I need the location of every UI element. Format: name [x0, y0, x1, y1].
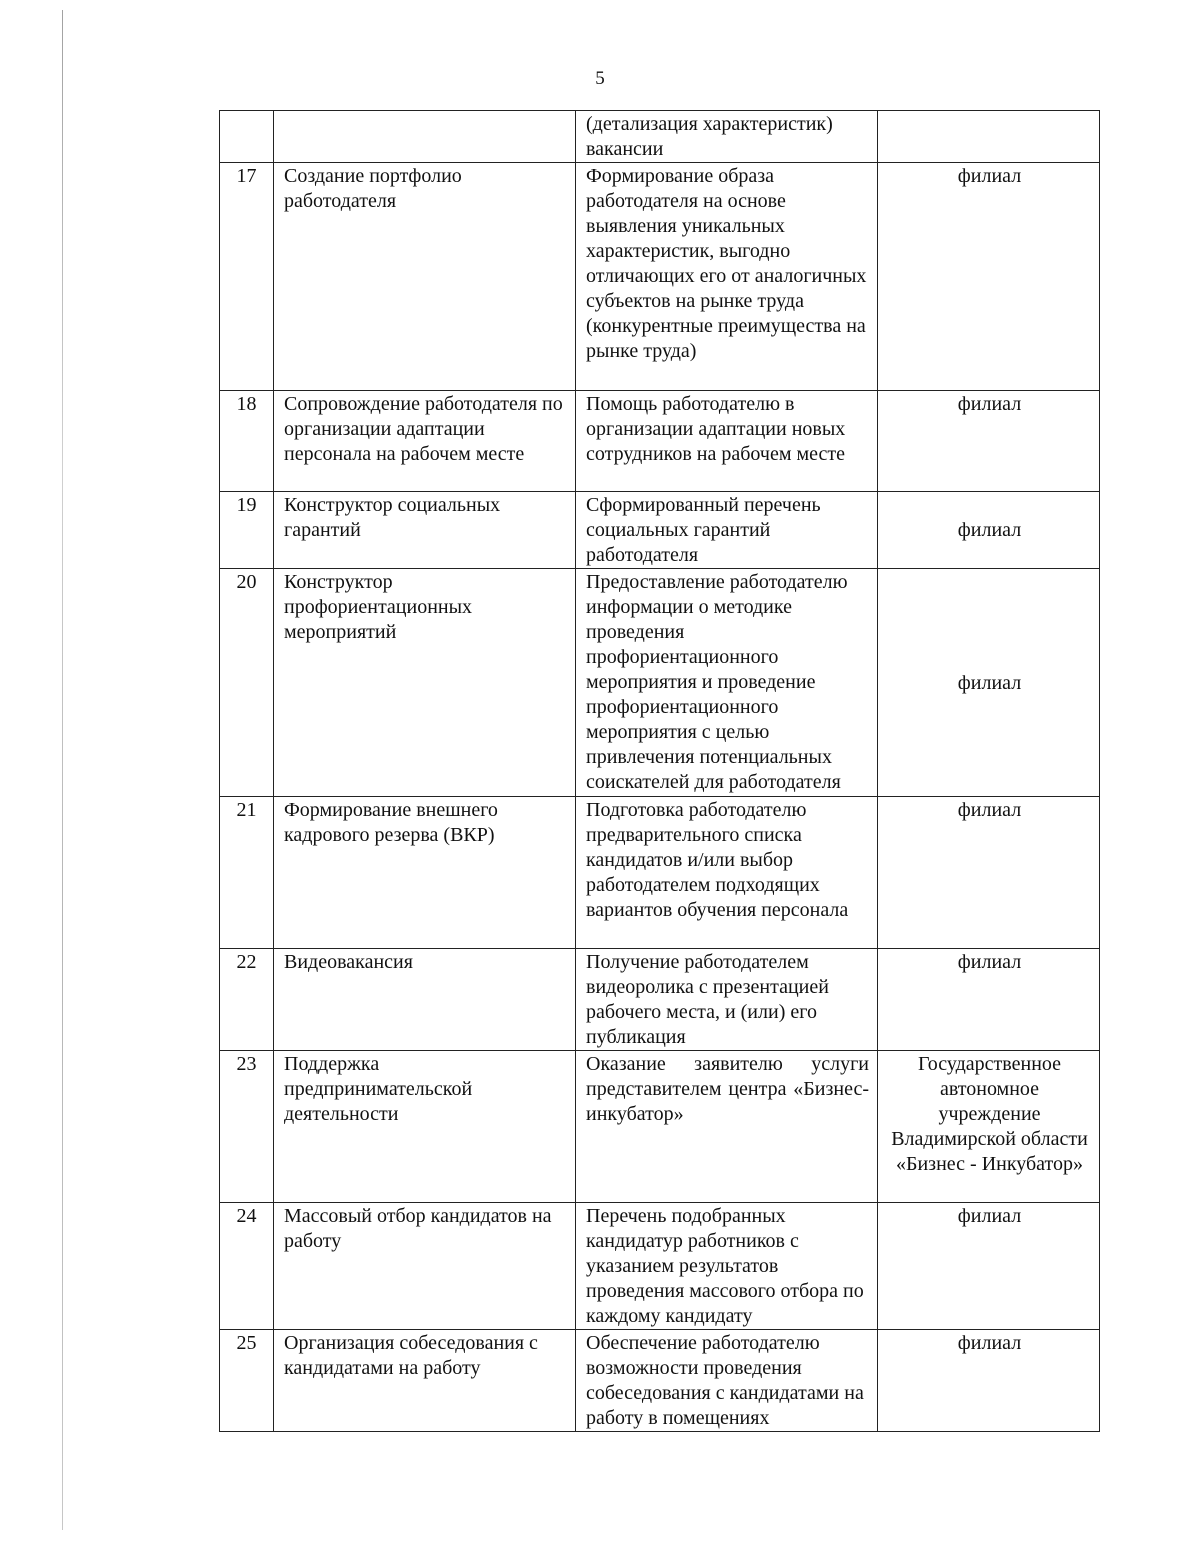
service-name: Организация собеседования с кандидатами на работу [274, 1330, 576, 1432]
page-number: 5 [595, 68, 605, 89]
row-number: 22 [220, 949, 274, 1051]
service-result: Получение работодателем видеоролика с презентацией рабочего места, и (или) его публикация [576, 949, 878, 1051]
service-executor: филиал [878, 797, 1100, 949]
service-result: Сформированный перечень социальных гарантий работодателя [576, 492, 878, 569]
row-number: 23 [220, 1051, 274, 1203]
service-result: Подготовка работодателю предварительного списка кандидатов и/или выбор работодателем подходящих вариантов обучения персонала [576, 797, 878, 949]
row-number: 25 [220, 1330, 274, 1432]
row-number [220, 111, 274, 163]
services-table [219, 110, 1100, 1432]
table-row [220, 569, 1100, 797]
service-executor [878, 111, 1100, 163]
service-executor: филиал [878, 391, 1100, 492]
table-row [220, 163, 1100, 391]
service-name: Конструктор профориентационных мероприятий [274, 569, 576, 797]
service-name: Видеовакансия [274, 949, 576, 1051]
table-row [220, 492, 1100, 569]
table-row-continuation [220, 111, 1100, 163]
service-executor: филиал [878, 569, 1100, 797]
service-result: Помощь работодателю в организации адаптации новых сотрудников на рабочем месте [576, 391, 878, 492]
table-row [220, 1330, 1100, 1432]
table-row [220, 1203, 1100, 1330]
service-name: Конструктор социальных гарантий [274, 492, 576, 569]
service-executor: филиал [878, 1330, 1100, 1432]
service-result: Оказание заявителю услуги представителем центра «Бизнес-инкубатор» [576, 1051, 878, 1203]
service-name: Массовый отбор кандидатов на работу [274, 1203, 576, 1330]
row-number: 21 [220, 797, 274, 949]
service-name: Поддержка предпринимательской деятельности [274, 1051, 576, 1203]
service-executor: Государственное автономное учреждение Владимирской области «Бизнес - Инкубатор» [878, 1051, 1100, 1203]
service-name [274, 111, 576, 163]
service-result: (детализация характеристик) вакансии [576, 111, 878, 163]
service-executor: филиал [878, 949, 1100, 1051]
scan-edge-line [62, 10, 63, 1530]
service-result: Предоставление работодателю информации о методике проведения профориентационного мероприятия и проведение профориентационного мероприятия с целью привлечения потенциальных соискателей для работодателя [576, 569, 878, 797]
table-row [220, 797, 1100, 949]
service-executor: филиал [878, 163, 1100, 391]
table-row [220, 1051, 1100, 1203]
table-row [220, 391, 1100, 492]
row-number: 18 [220, 391, 274, 492]
service-name: Формирование внешнего кадрового резерва (ВКР) [274, 797, 576, 949]
row-number: 20 [220, 569, 274, 797]
service-name: Создание портфолио работодателя [274, 163, 576, 391]
service-result: Перечень подобранных кандидатур работников с указанием результатов проведения массового отбора по каждому кандидату [576, 1203, 878, 1330]
service-executor: филиал [878, 492, 1100, 569]
row-number: 19 [220, 492, 274, 569]
service-result: Обеспечение работодателю возможности проведения собеседования с кандидатами на работу в помещениях [576, 1330, 878, 1432]
service-name: Сопровождение работодателя по организации адаптации персонала на рабочем месте [274, 391, 576, 492]
row-number: 17 [220, 163, 274, 391]
row-number: 24 [220, 1203, 274, 1330]
service-result: Формирование образа работодателя на основе выявления уникальных характеристик, выгодно отличающих его от аналогичных субъектов на рынке труда (конкурентные преимущества на рынке труда) [576, 163, 878, 391]
table-row [220, 949, 1100, 1051]
service-executor: филиал [878, 1203, 1100, 1330]
